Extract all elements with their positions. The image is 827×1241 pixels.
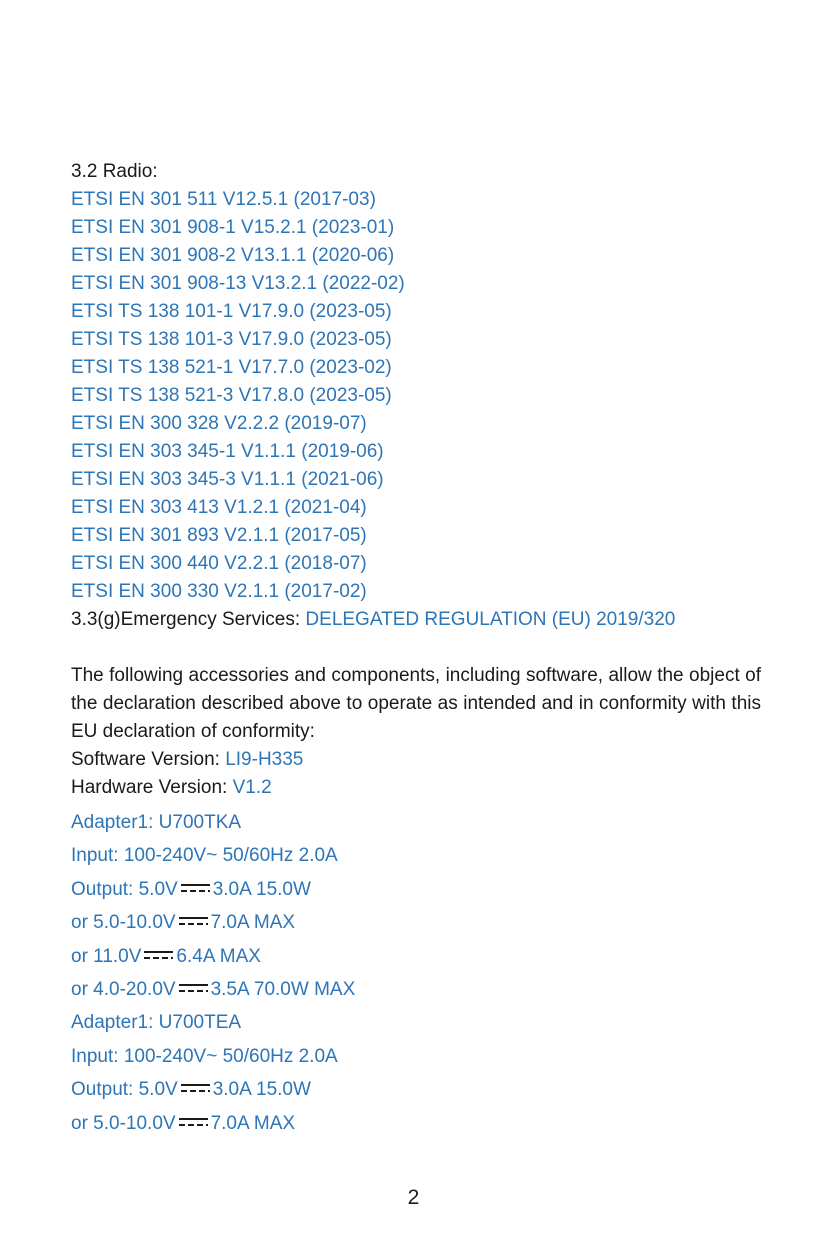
standard-item: ETSI EN 301 908-1 V15.2.1 (2023-01) [71, 217, 395, 238]
output-current: 7.0A MAX [210, 912, 296, 934]
adapter-name: Adapter1: U700TEA [71, 1012, 242, 1034]
output-voltage: or 4.0-20.0V [71, 978, 176, 1000]
page-number: 2 [407, 1186, 420, 1209]
software-label: Software Version: [71, 749, 226, 770]
standard-item: ETSI EN 300 328 V2.2.2 (2019-07) [71, 413, 367, 434]
standard-item: ETSI TS 138 521-3 V17.8.0 (2023-05) [71, 385, 392, 406]
standard-item: ETSI EN 301 511 V12.5.1 (2017-03) [71, 189, 376, 210]
dc-symbol-icon [181, 882, 210, 896]
standard-item: ETSI EN 301 908-2 V13.1.1 (2020-06) [71, 245, 395, 266]
emergency-services-line [71, 606, 761, 634]
standard-item: ETSI EN 303 413 V1.2.1 (2021-04) [71, 497, 367, 518]
standard-item: ETSI TS 138 521-1 V17.7.0 (2023-02) [71, 357, 392, 378]
radio-standards-list [71, 186, 761, 606]
output-voltage: Output: 5.0V [71, 1079, 178, 1101]
radio-heading: 3.2 Radio: [71, 161, 158, 182]
adapter-name: Adapter1: U700TKA [71, 812, 242, 833]
output-voltage: or 5.0-10.0V [71, 1112, 176, 1134]
blank-line [71, 634, 761, 662]
output-current: 3.0A 15.0W [212, 1079, 311, 1101]
adapter-output-line [71, 906, 761, 939]
output-current: 3.0A 15.0W [212, 878, 311, 900]
dc-symbol-icon [179, 1116, 208, 1130]
standard-item: ETSI TS 138 101-3 V17.9.0 (2023-05) [71, 329, 392, 350]
adapter-input: Input: 100-240V~ 50/60Hz 2.0A [71, 1045, 338, 1067]
output-voltage: or 11.0V [71, 945, 142, 967]
output-current: 3.5A 70.0W MAX [210, 978, 356, 1000]
hardware-value: V1.2 [232, 777, 272, 798]
output-voltage: or 5.0-10.0V [71, 912, 176, 934]
page-content [71, 158, 761, 1140]
standard-item: ETSI EN 303 345-3 V1.1.1 (2021-06) [71, 469, 384, 490]
hardware-label: Hardware Version: [71, 777, 233, 798]
accessories-paragraph: The following accessories and components, including software, allow the object of the declaration described above to operate as intended and in conformity with this EU declaration of conformity: [71, 665, 761, 742]
adapter-output-line [71, 973, 761, 1006]
adapter-output-line [71, 1107, 761, 1140]
dc-symbol-icon [179, 982, 208, 996]
emergency-label: 3.3(g)Emergency Services: [71, 609, 306, 630]
standard-item: ETSI TS 138 101-1 V17.9.0 (2023-05) [71, 301, 392, 322]
dc-symbol-icon [179, 915, 208, 929]
output-current: 6.4A MAX [176, 945, 261, 967]
software-value: LI9-H335 [225, 749, 304, 770]
output-voltage: Output: 5.0V [71, 878, 178, 900]
output-current: 7.0A MAX [210, 1112, 296, 1134]
dc-symbol-icon [144, 949, 173, 963]
hardware-version-line [71, 774, 761, 802]
standard-item: ETSI EN 301 893 V2.1.1 (2017-05) [71, 525, 367, 546]
standard-item: ETSI EN 300 330 V2.1.1 (2017-02) [71, 581, 367, 602]
adapter-output-line [71, 873, 761, 906]
standard-item: ETSI EN 301 908-13 V13.2.1 (2022-02) [71, 273, 405, 294]
adapter-output-line [71, 940, 761, 973]
adapter-input: Input: 100-240V~ 50/60Hz 2.0A [71, 845, 338, 867]
standard-item: ETSI EN 300 440 V2.2.1 (2018-07) [71, 553, 367, 574]
adapter-output-line [71, 1073, 761, 1106]
emergency-regulation: DELEGATED REGULATION (EU) 2019/320 [305, 609, 676, 630]
software-version-line [71, 746, 761, 774]
standard-item: ETSI EN 303 345-1 V1.1.1 (2019-06) [71, 441, 384, 462]
dc-symbol-icon [181, 1082, 210, 1096]
